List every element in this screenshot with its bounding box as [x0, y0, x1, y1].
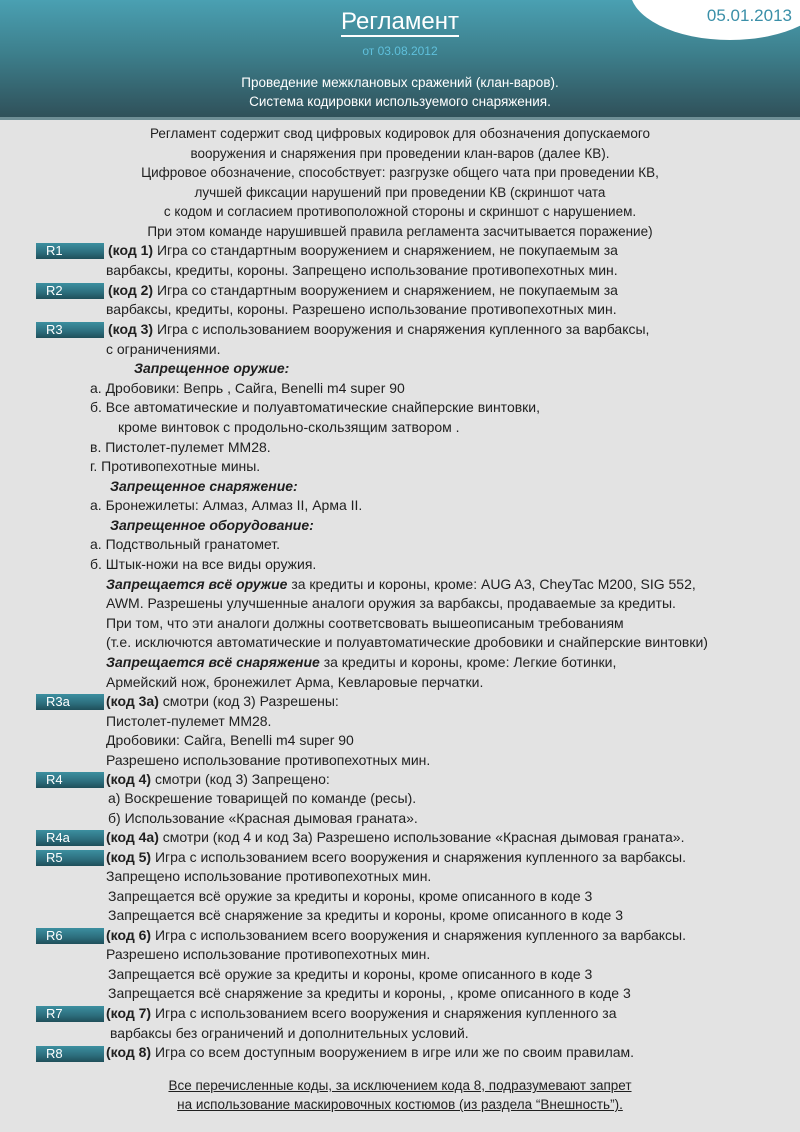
rule-text: смотри (код 4 и код 3а) Разрешено использование «Красная дымовая граната». [158, 829, 685, 845]
rule-line [106, 945, 430, 964]
rule-text: Игра со стандартным вооружением и снаряжением, не покупаемым за [153, 282, 618, 298]
page-subtitle: Проведение межклановых сражений (клан-варов). Система кодировки используемого снаряжения. [241, 75, 559, 109]
rule-line [108, 809, 418, 828]
rule-line [106, 261, 618, 280]
rule-line [106, 1004, 617, 1023]
rule-line [108, 241, 618, 260]
rule-line [110, 1024, 469, 1043]
code-badge-r3: R3 [36, 322, 104, 338]
emphasis-heading: Запрещается всё оружие [106, 576, 288, 592]
rule-text: в. Пистолет-пулемет MM28. [90, 439, 271, 455]
code-label: (код 4а) [106, 829, 159, 845]
rule-line [108, 320, 649, 339]
rule-text: а) Воскрешение товарищей по команде (ресы). [108, 790, 417, 806]
rule-text: за кредиты и короны, кроме: AUG A3, CheyTac M200, SIG 552, [287, 576, 696, 592]
rule-line [106, 1043, 634, 1062]
footer-note: Все перечисленные коды, за исключением кода 8, подразумевают запрет на использование маскировочных костюмов (из раздела “Внешность”). [168, 1078, 632, 1112]
code-label: (код 3) [108, 321, 154, 337]
code-badge-r5: R5 [36, 850, 104, 866]
rule-text: а. Подствольный гранатомет. [90, 536, 281, 552]
code-badge-r2: R2 [36, 283, 104, 299]
rule-text: Разрешено использование противопехотных мин. [106, 752, 431, 768]
rule-text: б. Все автоматические и полуавтоматические снайперские винтовки, [90, 399, 540, 415]
rule-line [106, 731, 354, 750]
rule-line [90, 496, 362, 515]
rule-line [90, 398, 540, 417]
code-label: (код 6) [106, 927, 152, 943]
rule-text: а. Дробовики: Вепрь , Сайга, Benelli m4 super 90 [90, 380, 405, 396]
rule-line [108, 965, 592, 984]
rule-line [90, 438, 271, 457]
rule-line [106, 673, 483, 692]
code-label: (код 2) [108, 282, 154, 298]
rule-line [108, 906, 623, 925]
rule-line [106, 575, 696, 594]
rule-line [108, 789, 416, 808]
rule-line [134, 359, 289, 378]
document-date: 05.01.2013 [706, 6, 792, 25]
code-badge-r4a: R4a [36, 830, 104, 846]
code-badge-r7: R7 [36, 1006, 104, 1022]
emphasis-heading: Запрещенное снаряжение: [110, 478, 298, 494]
rule-line [106, 712, 271, 731]
rule-line [90, 379, 405, 398]
rule-text: Дробовики: Сайга, Benelli m4 super 90 [106, 732, 354, 748]
rule-text: Армейский нож, бронежилет Арма, Кевларовые перчатки. [106, 674, 484, 690]
rule-text: Игра с использованием всего вооружения и снаряжения купленного за варбаксы. [151, 849, 686, 865]
rule-text: г. Противопехотные мины. [90, 458, 261, 474]
rule-text: Пистолет-пулемет MM28. [106, 713, 272, 729]
rule-line [110, 477, 298, 496]
rule-line [108, 887, 592, 906]
rule-line [106, 340, 220, 359]
rule-text: Игра со всем доступным вооружением в игре или же по своим правилам. [151, 1044, 635, 1060]
code-badge-r3a: R3a [36, 694, 104, 710]
rule-text: Игра с использованием всего вооружения и снаряжения купленного за [151, 1005, 617, 1021]
code-label: (код 8) [106, 1044, 152, 1060]
code-badge-r6: R6 [36, 928, 104, 944]
rule-line [106, 770, 330, 789]
rule-line [90, 535, 280, 554]
rule-text: варбаксы без ограничений и дополнительных условий. [110, 1025, 469, 1041]
rule-text: Запрещается всё снаряжение за кредиты и короны, , кроме описанного в коде 3 [108, 985, 631, 1001]
header-banner [0, 0, 800, 119]
code-badge-r8: R8 [36, 1046, 104, 1062]
rule-text: смотри (код 3) Запрещено: [151, 771, 330, 787]
intro-paragraph: Регламент содержит свод цифровых кодировок для обозначения допускаемого вооружения и снаряжения при проведении клан-варов (далее КВ). Цифровое обозначение, способствует: разгрузке общего чата при проведении КВ, лучшей фиксации нарушений при проведении КВ (скриншот чата с кодом и согласием противоположной стороны и скриншот с нарушением. При этом команде нарушившей правила регламента засчитывается поражение) [141, 126, 659, 239]
rule-line [106, 614, 624, 633]
code-label: (код 7) [106, 1005, 152, 1021]
header-divider [0, 117, 800, 120]
rule-text: Запрещается всё оружие за кредиты и короны, кроме описанного в коде 3 [108, 966, 593, 982]
rule-text: (т.е. исключются автоматические и полуавтоматические дробовики и снайперские винтовки) [106, 634, 708, 650]
rule-line [106, 692, 339, 711]
emphasis-heading: Запрещенное оборудование: [110, 517, 314, 533]
rule-text: Разрешено использование противопехотных мин. [106, 946, 431, 962]
code-badge-r4: R4 [36, 772, 104, 788]
rule-line [106, 633, 708, 652]
rule-line [118, 418, 460, 437]
rule-text: а. Бронежилеты: Алмаз, Алмаз II, Арма II. [90, 497, 363, 513]
rule-text: AWM. Разрешены улучшенные аналоги оружия за варбаксы, продаваемые за кредиты. [106, 595, 676, 611]
rule-line [106, 867, 431, 886]
rule-text: варбаксы, кредиты, короны. Запрещено использование противопехотных мин. [106, 262, 618, 278]
rule-text: Запрещается всё оружие за кредиты и короны, кроме описанного в коде 3 [108, 888, 593, 904]
rule-text: за кредиты и короны, кроме: Легкие ботинки, [319, 654, 617, 670]
rule-line [106, 828, 684, 847]
emphasis-heading: Запрещается всё снаряжение [106, 654, 320, 670]
rule-text: б) Использование «Красная дымовая граната». [108, 810, 418, 826]
code-label: (код 1) [108, 242, 154, 258]
rule-text: б. Штык-ножи на все виды оружия. [90, 556, 317, 572]
code-badge-r1: R1 [36, 243, 104, 259]
emphasis-heading: Запрещенное оружие: [134, 360, 290, 376]
rule-text: Игра с использованием всего вооружения и снаряжения купленного за варбаксы. [151, 927, 686, 943]
rule-text: кроме винтовок с продольно-скользящим затвором . [118, 419, 460, 435]
page-title: Регламент [341, 8, 459, 35]
rule-text: смотри (код 3) Разрешены: [158, 693, 339, 709]
rule-line [106, 300, 617, 319]
rule-text: При том, что эти аналоги должны соответсвовать вышеописаным требованиям [106, 615, 624, 631]
code-label: (код 4) [106, 771, 152, 787]
rule-line [106, 848, 686, 867]
rule-line [90, 555, 316, 574]
rule-line [90, 457, 260, 476]
rule-line [106, 653, 616, 672]
rule-text: варбаксы, кредиты, короны. Разрешено использование противопехотных мин. [106, 301, 617, 317]
rule-text: Запрещено использование противопехотных мин. [106, 868, 432, 884]
rule-text: Запрещается всё снаряжение за кредиты и короны, кроме описанного в коде 3 [108, 907, 623, 923]
rule-line [110, 516, 314, 535]
rule-text: Игра со стандартным вооружением и снаряжением, не покупаемым за [153, 242, 618, 258]
rule-text: с ограничениями. [106, 341, 221, 357]
revision-date: от 03.08.2012 [362, 44, 438, 58]
rule-text: Игра с использованием вооружения и снаряжения купленного за варбаксы, [153, 321, 650, 337]
rule-line [106, 926, 686, 945]
rule-line [108, 281, 618, 300]
code-label: (код 3а) [106, 693, 159, 709]
rule-line [106, 751, 430, 770]
code-label: (код 5) [106, 849, 152, 865]
rule-line [106, 594, 676, 613]
rule-line [108, 984, 631, 1003]
